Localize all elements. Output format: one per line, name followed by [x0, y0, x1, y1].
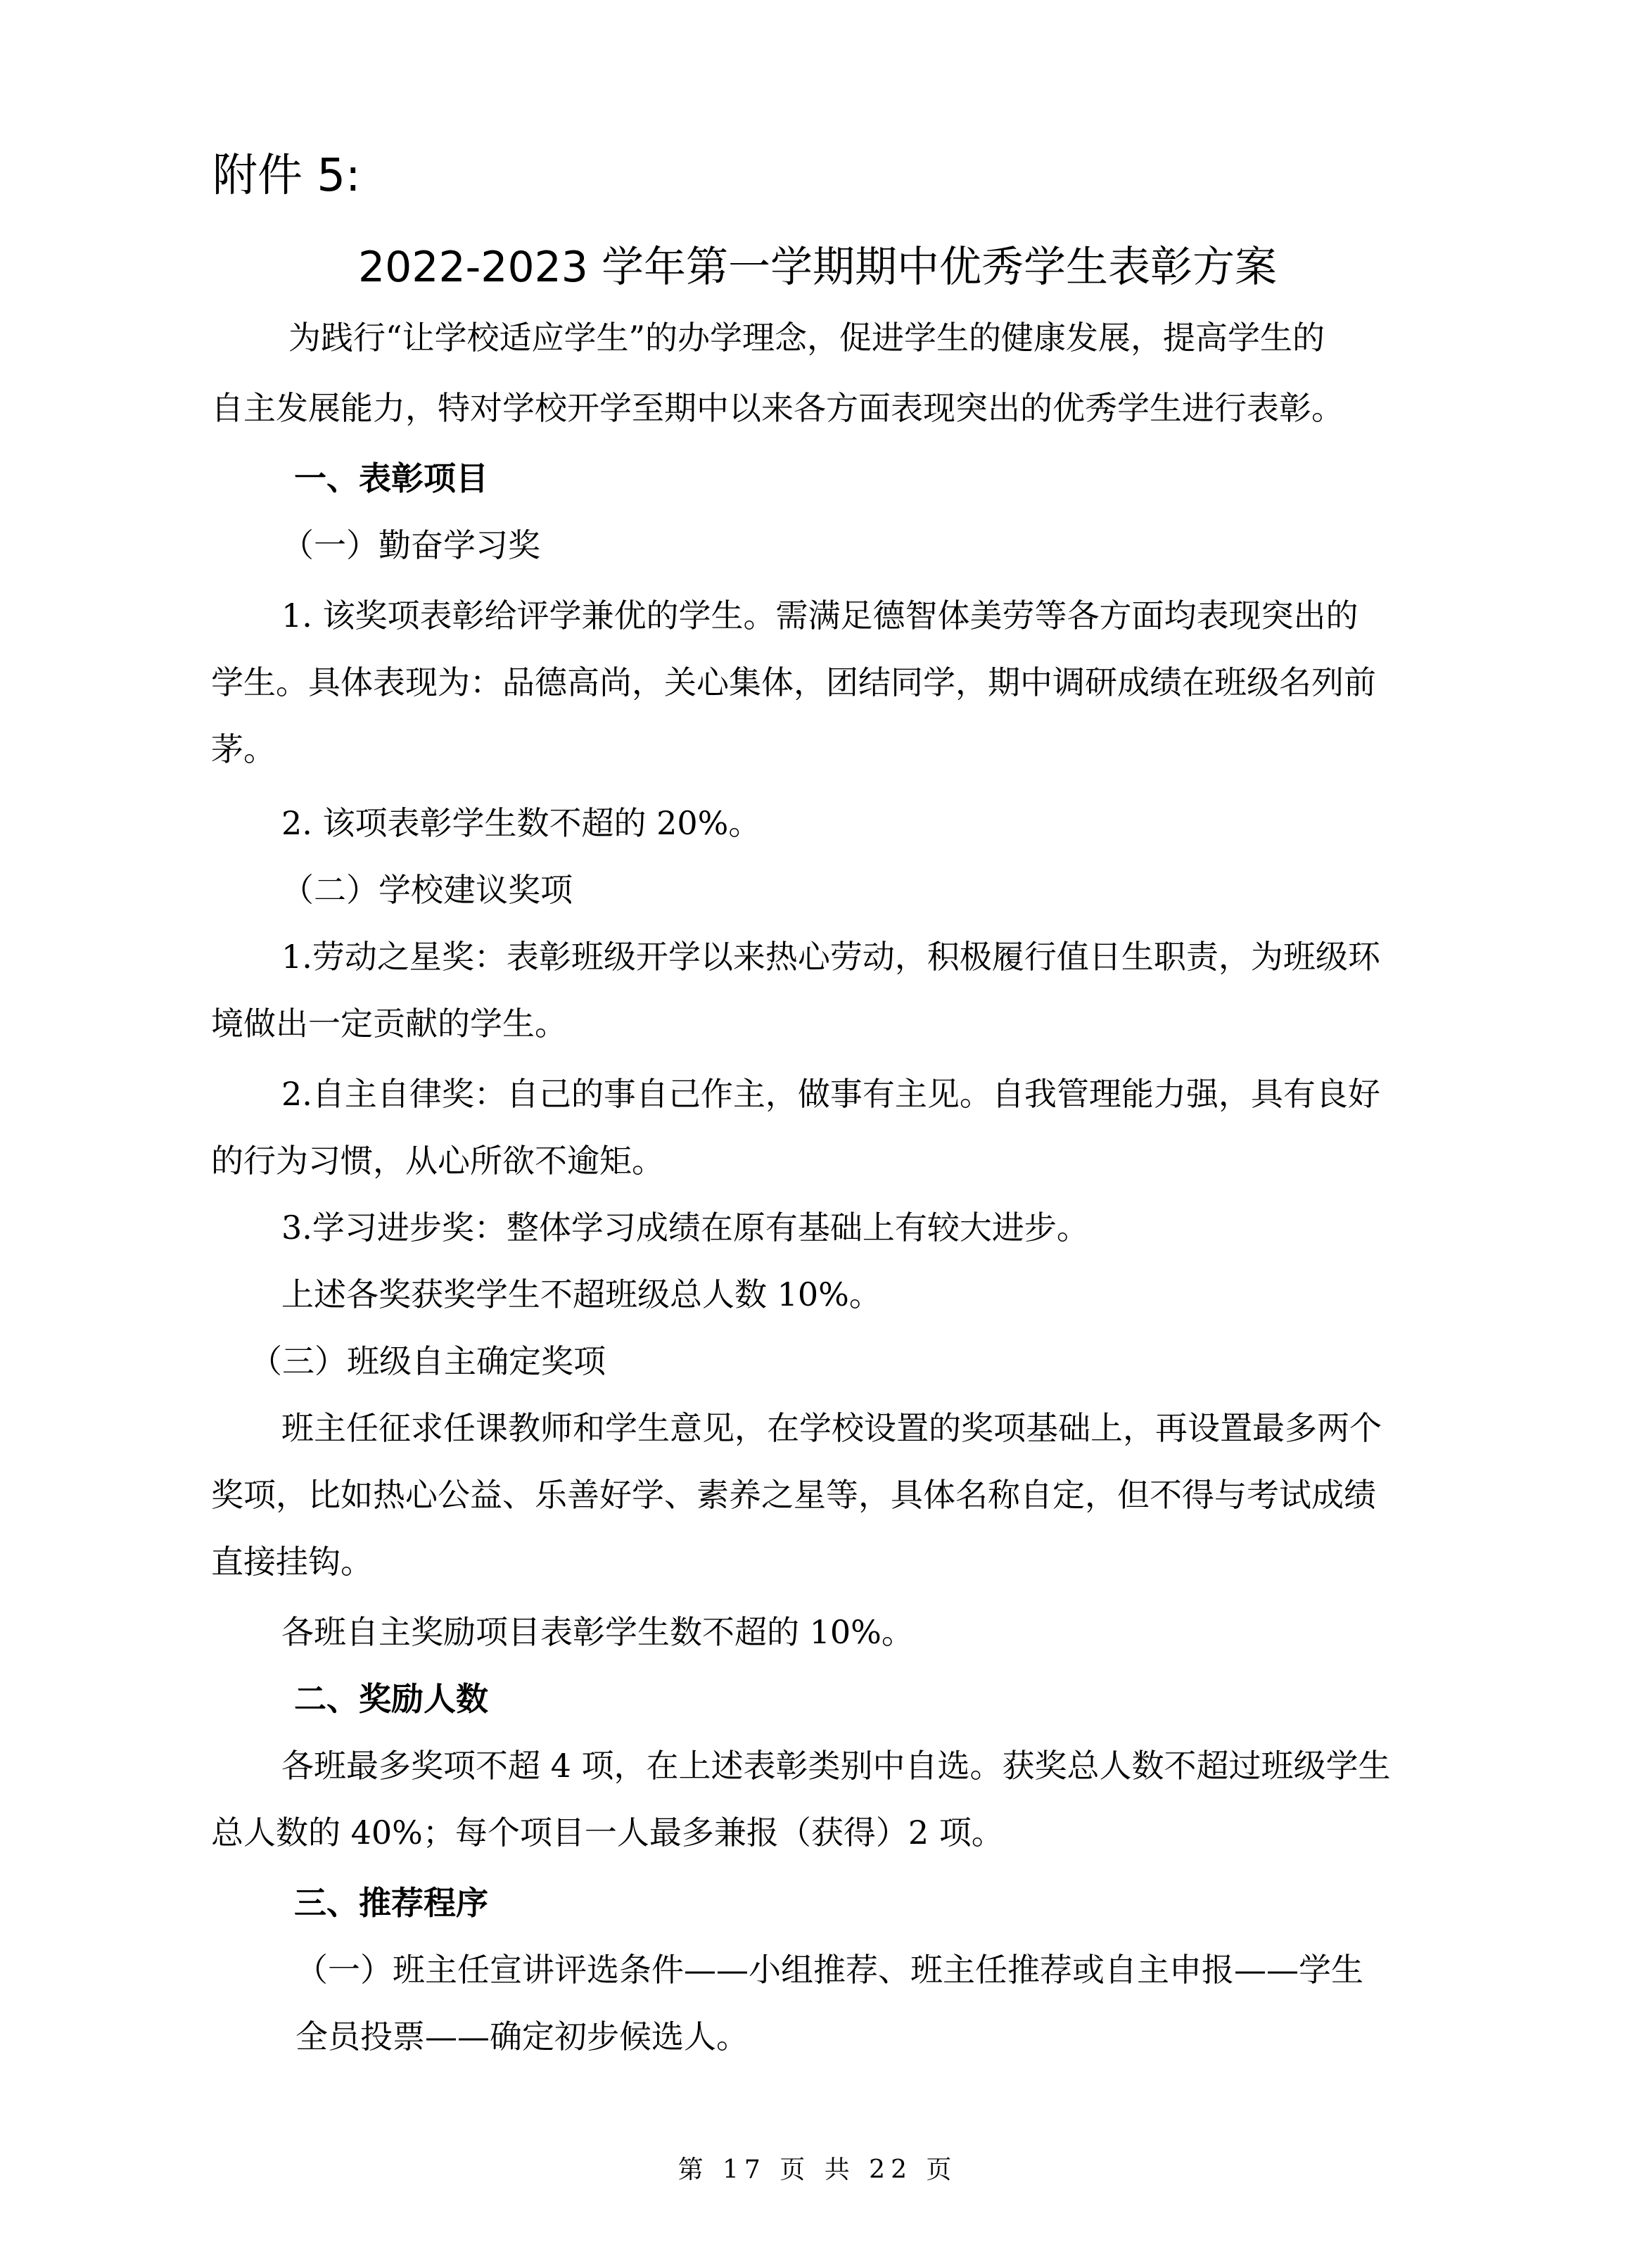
- section-2-heading: 二、奖励人数: [294, 1680, 488, 1718]
- section-3-step-1-line-2: 全员投票——确定初步候选人。: [295, 2018, 749, 2056]
- award-2-item-2-line-1: 2.自主自律奖：自己的事自己作主，做事有主见。自我管理能力强，具有良好: [281, 1075, 1380, 1113]
- award-1-item-1-line-3: 茅。: [211, 730, 276, 768]
- award-3-para-line-3: 直接挂钩。: [211, 1543, 373, 1581]
- subsection-2-heading: （二）学校建议奖项: [281, 871, 573, 909]
- award-2-limit: 上述各奖获奖学生不超班级总人数 10%。: [281, 1275, 882, 1313]
- section-3-step-1-line-1: （一）班主任宣讲评选条件——小组推荐、班主任推荐或自主申报——学生: [295, 1951, 1363, 1989]
- section-2-line-1: 各班最多奖项不超 4 项，在上述表彰类别中自选。获奖总人数不超过班级学生: [281, 1747, 1391, 1785]
- page-number-footer: 第 17 页 共 22 页: [677, 2155, 958, 2184]
- award-3-para-line-1: 班主任征求任课教师和学生意见，在学校设置的奖项基础上，再设置最多两个: [281, 1409, 1382, 1447]
- section-1-heading: 一、表彰项目: [294, 459, 488, 497]
- award-2-item-1-line-1: 1.劳动之星奖：表彰班级开学以来热心劳动，积极履行值日生职责，为班级环: [281, 938, 1380, 976]
- intro-line-1: 为践行“让学校适应学生”的办学理念，促进学生的健康发展，提高学生的: [288, 319, 1325, 357]
- subsection-1-heading: （一）勤奋学习奖: [281, 526, 540, 564]
- award-3-limit: 各班自主奖励项目表彰学生数不超的 10%。: [281, 1613, 914, 1651]
- award-2-item-1-line-2: 境做出一定贡献的学生。: [211, 1005, 567, 1043]
- award-1-item-1-line-2: 学生。具体表现为：品德高尚，关心集体，团结同学，期中调研成绩在班级名列前: [211, 663, 1376, 701]
- award-1-item-1-line-1: 1. 该奖项表彰给评学兼优的学生。需满足德智体美劳等各方面均表现突出的: [281, 597, 1359, 635]
- award-1-item-2: 2. 该项表彰学生数不超的 20%。: [281, 804, 761, 842]
- intro-line-2: 自主发展能力，特对学校开学至期中以来各方面表现突出的优秀学生进行表彰。: [211, 389, 1344, 427]
- award-2-item-2-line-2: 的行为习惯，从心所欲不逾矩。: [211, 1142, 664, 1180]
- attachment-label: 附件 5:: [212, 150, 361, 202]
- section-3-heading: 三、推荐程序: [294, 1884, 488, 1922]
- document-title: 2022-2023 学年第一学期期中优秀学生表彰方案: [357, 243, 1278, 292]
- subsection-3-heading: （三）班级自主确定奖项: [250, 1342, 606, 1380]
- award-3-para-line-2: 奖项，比如热心公益、乐善好学、素养之星等，具体名称自定，但不得与考试成绩: [211, 1476, 1376, 1514]
- award-2-item-3: 3.学习进步奖：整体学习成绩在原有基础上有较大进步。: [281, 1209, 1089, 1247]
- section-2-line-2: 总人数的 40%；每个项目一人最多兼报（获得）2 项。: [211, 1814, 1004, 1852]
